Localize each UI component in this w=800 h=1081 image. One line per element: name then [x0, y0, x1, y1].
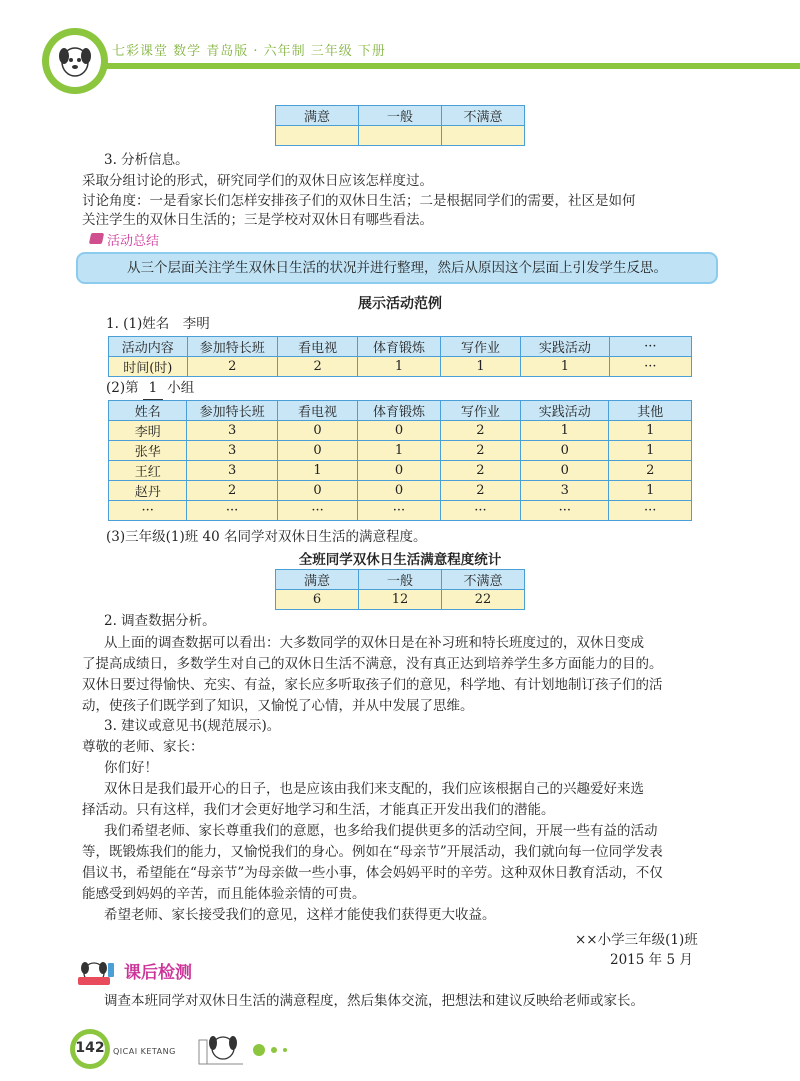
footer-dot-small [283, 1048, 287, 1052]
table-header-cell: 不满意 [442, 106, 525, 126]
table-cell: ··· [609, 357, 691, 377]
q2-group-number: 1 [143, 378, 163, 400]
table-cell: 0 [277, 441, 357, 461]
q2-label [106, 378, 194, 400]
table-cell: 张华 [109, 441, 187, 461]
table-cell: 2 [440, 441, 520, 461]
table-header-cell: 体育锻炼 [358, 401, 440, 421]
table-row [109, 481, 692, 501]
letter-p2b: 等，既锻炼我们的能力，又愉悦我们的身心。例如在“母亲节”开展活动，我们就向每一位同学发表 [82, 844, 663, 860]
table-header-cell: 一般 [359, 106, 442, 126]
table-cell: 1 [609, 441, 692, 461]
footer-dot-medium [271, 1047, 277, 1053]
table-cell: 1 [609, 421, 692, 441]
table-header-cell: 写作业 [440, 401, 520, 421]
table-cell: 1 [440, 357, 520, 377]
homework-text: 调查本班同学对双休日生活的满意程度，然后集体交流，把想法和建议反映给老师或家长。 [104, 993, 644, 1009]
table-cell: 6 [276, 590, 359, 610]
table-cell: 王红 [109, 461, 187, 481]
analysis-line1: 从上面的调查数据可以看出：大多数同学的双休日是在补习班和特长班度过的，双休日变成 [104, 635, 644, 651]
table-header-cell: 参加特长班 [187, 337, 277, 357]
letter-salutation: 尊敬的老师、家长： [82, 739, 204, 755]
q2-prefix: (2)第 [106, 380, 139, 396]
homework-heading: 课后检测 [124, 963, 192, 983]
table-cell: 1 [358, 357, 440, 377]
table-cell: ··· [440, 501, 520, 521]
table-header-cell: 看电视 [277, 337, 357, 357]
step3-title: 3. 分析信息。 [104, 152, 189, 168]
analysis-line2: 了提高成绩日，多数学生对自己的双休日生活不满意，没有真正达到培养学生多方面能力的目的。 [82, 656, 663, 672]
table-header-cell: 活动内容 [109, 337, 188, 357]
table-cell: 李明 [109, 421, 187, 441]
q1-label: 1. (1)姓名 李明 [106, 316, 210, 332]
table-cell: ··· [109, 501, 187, 521]
table-cell: 3 [521, 481, 609, 501]
table-cell: 0 [358, 461, 440, 481]
table-cell: 22 [441, 590, 524, 610]
summary-box: 从三个层面关注学生双休日生活的状况并进行整理，然后从原因这个层面上引发学生反思。 [76, 252, 718, 284]
table-cell: 0 [358, 421, 440, 441]
table-row [109, 501, 692, 521]
personal-time-table [108, 336, 692, 377]
table-header-cell: 实践活动 [521, 337, 609, 357]
mascot-dog-icon [50, 36, 100, 86]
table-row [109, 421, 692, 441]
table-cell: 赵丹 [109, 481, 187, 501]
header-bar [60, 63, 800, 69]
letter-greeting: 你们好！ [104, 760, 158, 776]
footer-dot-large [253, 1044, 265, 1056]
table-row [109, 441, 692, 461]
table-cell: 时间(时) [109, 357, 188, 377]
page-number: 142 [75, 1040, 105, 1056]
table-cell: 2 [440, 421, 520, 441]
footer-brand: QICAI KETANG [113, 1047, 176, 1056]
satisfaction-stats-table [275, 569, 525, 610]
table-header-cell: 参加特长班 [187, 401, 277, 421]
table-cell: 1 [609, 481, 692, 501]
table-header-cell: 满意 [276, 106, 359, 126]
analysis-title: 2. 调查数据分析。 [104, 613, 216, 629]
q2-suffix: 小组 [167, 380, 195, 396]
table-cell: 12 [358, 590, 441, 610]
mascot-reading-icon [72, 955, 118, 987]
table-header-cell: 其他 [609, 401, 692, 421]
letter-p1a: 双休日是我们最开心的日子，也是应该由我们来支配的，我们应该根据自己的兴趣爱好来选 [104, 781, 644, 797]
letter-p2a: 我们希望老师、家长尊重我们的意愿，也多给我们提供更多的活动空间，开展一些有益的活动 [104, 823, 658, 839]
table-header-cell: 看电视 [277, 401, 357, 421]
table-header-cell: 不满意 [441, 570, 524, 590]
stats-table-title: 全班同学双休日生活满意程度统计 [298, 552, 502, 568]
table-header-cell: 满意 [276, 570, 359, 590]
letter-p2c: 倡议书，希望能在“母亲节”为母亲做一些小事，体会妈妈平时的辛劳。这种双休日教育活动，不仅 [82, 865, 663, 881]
group-time-table [108, 400, 692, 521]
letter-p2d: 能感受到妈妈的辛苦，而且能体验亲情的可贵。 [82, 886, 366, 902]
table-cell: 0 [521, 441, 609, 461]
table-cell: 2 [277, 357, 357, 377]
table-header-cell: 一般 [358, 570, 441, 590]
table-cell: 3 [187, 421, 277, 441]
table-cell: 1 [277, 461, 357, 481]
table-header-cell: ··· [609, 337, 691, 357]
letter-p1b: 择活动。只有这样，我们才会更好地学习和生活，才能真正开发出我们的潜能。 [82, 802, 555, 818]
table-cell [359, 126, 442, 146]
table-cell: 1 [521, 357, 609, 377]
table-cell: ··· [609, 501, 692, 521]
table-row [109, 461, 692, 481]
letter-date: 2015 年 5 月 [610, 952, 693, 968]
table-cell: 3 [187, 461, 277, 481]
table-cell: 1 [521, 421, 609, 441]
table-cell: ··· [277, 501, 357, 521]
table-cell: ··· [358, 501, 440, 521]
letter-p3: 希望老师、家长接受我们的意见，这样才能使我们获得更大收益。 [104, 907, 496, 923]
table-cell [276, 126, 359, 146]
table-cell: 0 [277, 421, 357, 441]
table-header-cell: 写作业 [440, 337, 520, 357]
step3-para2a: 讨论角度：一是看家长们怎样安排孩子们的双休日生活；二是根据同学们的需要，社区是如何 [82, 193, 636, 209]
table-cell: ··· [187, 501, 277, 521]
step3-para2b: 关注学生的双休日生活的；三是学校对双休日有哪些看法。 [82, 212, 433, 228]
letter-signature: ××小学三年级(1)班 [575, 932, 698, 948]
table-cell: 0 [358, 481, 440, 501]
table-cell: 2 [187, 481, 277, 501]
table-cell: 2 [187, 357, 277, 377]
table-header-cell: 姓名 [109, 401, 187, 421]
summary-heading: 活动总结 [107, 234, 160, 249]
table-cell [442, 126, 525, 146]
q3-label: (3)三年级(1)班 40 名同学对双休日生活的满意程度。 [106, 529, 427, 545]
table-cell: 0 [521, 461, 609, 481]
step3-para1: 采取分组讨论的形式，研究同学们的双休日应该怎样度过。 [82, 173, 433, 189]
table-cell: 2 [440, 461, 520, 481]
table-cell: 2 [609, 461, 692, 481]
analysis-line3: 双休日要过得愉快、充实、有益，家长应多听取孩子们的意见，科学地、有计划地制订孩子们的活 [82, 677, 663, 693]
footer-mascot-icon [195, 1030, 247, 1068]
analysis-line4: 动，使孩子们既学到了知识，又愉悦了心情，并从中发展了思维。 [82, 698, 474, 714]
table-cell: 0 [277, 481, 357, 501]
table-cell: ··· [521, 501, 609, 521]
letter-title: 3. 建议或意见书(规范展示)。 [104, 718, 281, 734]
table-cell: 3 [187, 441, 277, 461]
table-cell: 2 [440, 481, 520, 501]
example-title: 展示活动范例 [358, 296, 442, 312]
header-title: 七彩课堂 数学 青岛版 · 六年制 三年级 下册 [112, 44, 386, 59]
table-header-cell: 体育锻炼 [358, 337, 440, 357]
table-header-cell: 实践活动 [521, 401, 609, 421]
table-cell: 1 [358, 441, 440, 461]
survey-blank-table [275, 105, 525, 146]
book-icon [89, 233, 104, 244]
